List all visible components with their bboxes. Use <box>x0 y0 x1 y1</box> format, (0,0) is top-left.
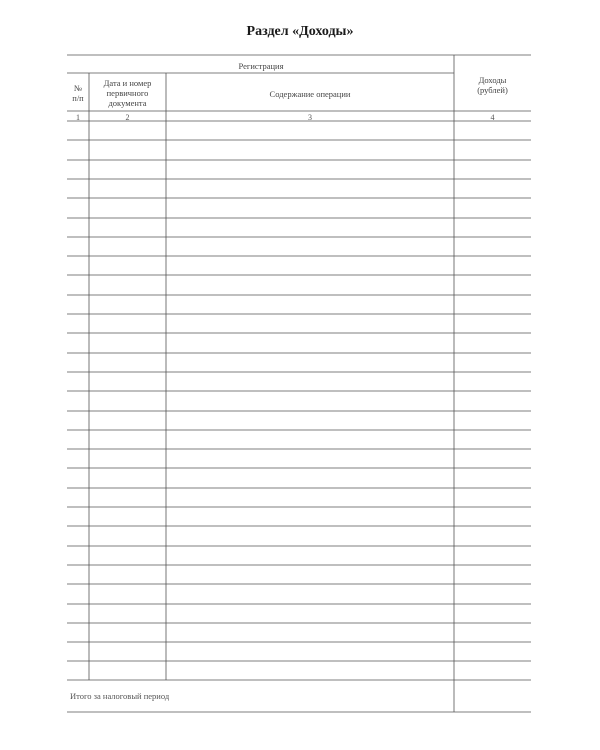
column-header-date-document: Дата и номер первичного документа <box>103 78 152 108</box>
page-title: Раздел «Доходы» <box>246 24 354 39</box>
column-header-number: № п/п <box>72 83 84 103</box>
column-header-income: Доходы (рублей) <box>477 75 508 95</box>
total-for-tax-period-label: Итого за налоговый период <box>70 691 170 701</box>
column-number-2: 2 <box>125 113 130 122</box>
column-header-operation-content: Содержание операции <box>269 89 351 99</box>
column-number-1: 1 <box>76 113 80 122</box>
column-number-3: 3 <box>308 113 312 122</box>
registration-header: Регистрация <box>238 61 284 71</box>
column-number-4: 4 <box>490 113 495 122</box>
